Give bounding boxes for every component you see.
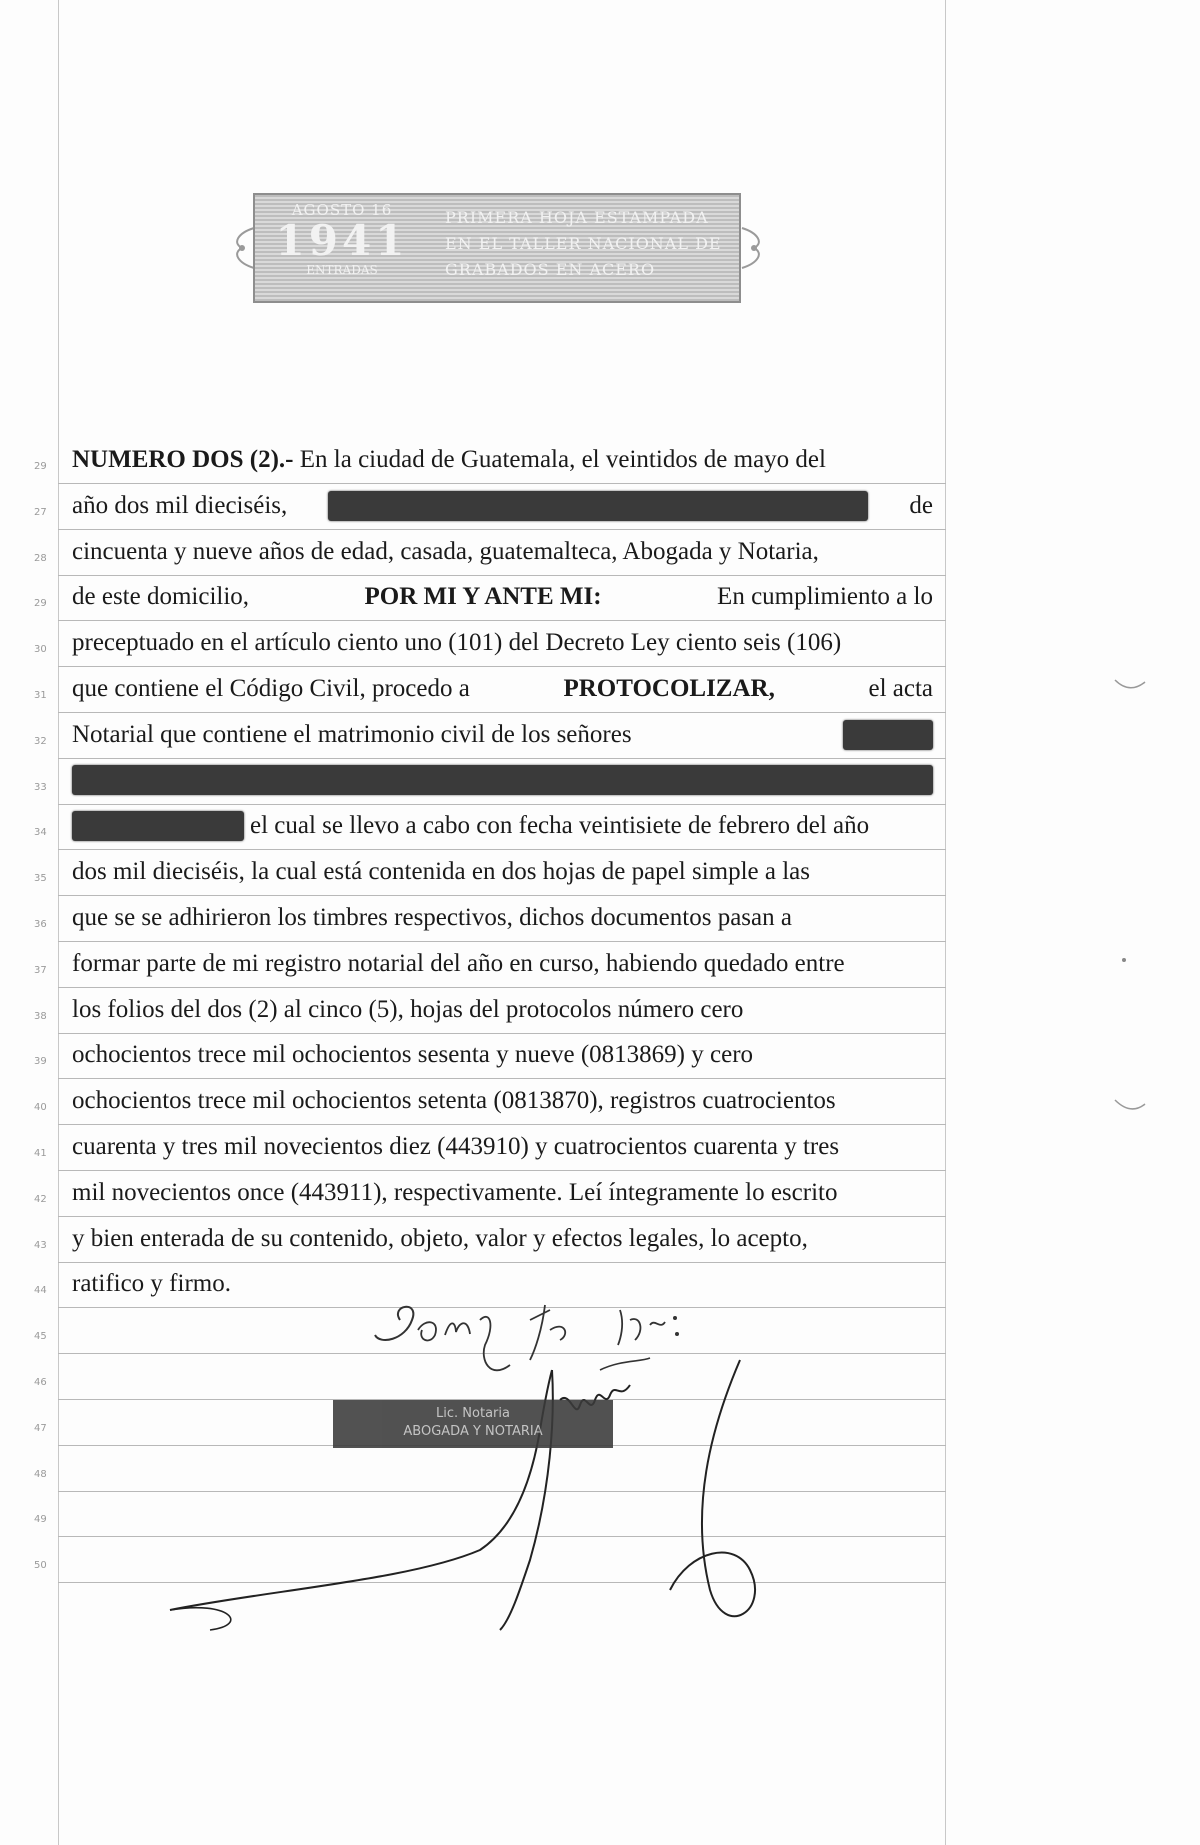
line-number: 32 [34, 736, 47, 747]
stamp-small-text: ENTRADAS [306, 263, 378, 277]
text-line [72, 758, 933, 804]
line-number: 35 [34, 873, 47, 884]
ornament-right-icon [740, 223, 768, 273]
line-number: 27 [34, 507, 47, 518]
text-segment: preceptuado en el artículo ciento uno (101) del Decreto Ley ciento seis (106) [72, 629, 842, 657]
handwritten-signature [150, 1290, 900, 1730]
text-segment: ochocientos trece mil ochocientos sesenta y nueve (0813869) y cero [72, 1041, 754, 1069]
line-number: 47 [34, 1423, 47, 1434]
line-number: 43 [34, 1240, 47, 1251]
line-number: 36 [34, 919, 47, 930]
line-number: 41 [34, 1148, 47, 1159]
text-line [72, 666, 933, 712]
text-line [72, 941, 933, 987]
redacted-name-block [72, 765, 933, 795]
protocolizar-keyword: PROTOCOLIZAR, [563, 674, 775, 702]
text-line [72, 895, 933, 941]
text-line [72, 1124, 933, 1170]
text-line [72, 987, 933, 1033]
official-paper-stamp [228, 193, 768, 303]
text-segment: cuarenta y tres mil novecientos diez (443910) y cuatrocientos cuarenta y tres [72, 1132, 840, 1160]
text-line [72, 620, 933, 666]
text-line [72, 1170, 933, 1216]
ornament-left-icon [228, 223, 256, 273]
text-segment: En la ciudad de Guatemala, el veintidos de mayo del [293, 446, 826, 473]
text-segment: el cual se llevo a cabo con fecha veintisiete de febrero del año [250, 812, 870, 840]
line-number: 30 [34, 644, 47, 655]
stamp-date-block [267, 201, 417, 277]
left-margin-line [58, 0, 59, 1845]
notary-name-stamp [333, 1400, 613, 1448]
line-number: 38 [34, 1011, 47, 1022]
line-number: 34 [34, 827, 47, 838]
text-segment: ochocientos trece mil ochocientos setenta (0813870), registros cuatrocientos [72, 1087, 836, 1115]
text-segment: En cumplimiento a lo [717, 583, 933, 611]
text-line [72, 1216, 933, 1262]
act-number: NUMERO DOS (2).- [72, 446, 294, 473]
text-segment: año dos mil dieciséis, [72, 491, 288, 519]
line-number: 50 [34, 1560, 47, 1571]
text-line [72, 437, 933, 483]
por-mi-y-ante-mi: POR MI Y ANTE MI: [364, 583, 602, 611]
notarial-act-text [72, 437, 933, 1307]
text-segment: mil novecientos once (443911), respectivamente. Leí íntegramente lo escrito [72, 1178, 838, 1206]
text-segment: y bien enterada de su contenido, objeto, valor y efectos legales, lo acepto, [72, 1224, 808, 1252]
stamp-text-line: PRIMERA HOJA ESTAMPADA [445, 208, 709, 227]
line-number: 33 [34, 782, 47, 793]
text-segment: formar parte de mi registro notarial del año en curso, habiendo quedado entre [72, 949, 845, 977]
line-number: 42 [34, 1194, 47, 1205]
line-number: 29 [34, 461, 47, 472]
right-margin-line [945, 0, 946, 1845]
line-number: 48 [34, 1469, 47, 1480]
text-line [72, 529, 933, 575]
stamp-text-line: GRABADOS EN ACERO [445, 260, 656, 279]
line-number: 28 [34, 553, 47, 564]
line-number: 39 [34, 1056, 47, 1067]
text-segment: cincuenta y nueve años de edad, casada, guatemalteca, Abogada y Notaria, [72, 537, 819, 565]
text-segment: que se se adhirieron los timbres respectivos, dichos documentos pasan a [72, 903, 792, 931]
redacted-name-block [72, 811, 244, 841]
text-segment: el acta [868, 674, 933, 702]
scan-artifacts [1110, 660, 1150, 1120]
line-number: 45 [34, 1331, 47, 1342]
line-number: 40 [34, 1102, 47, 1113]
text-segment: ratifico y firmo. [72, 1270, 231, 1298]
stamp-date: AGOSTO 16 [291, 201, 393, 219]
text-segment: los folios del dos (2) al cinco (5), hojas del protocolos número cero [72, 995, 744, 1023]
text-line [72, 574, 933, 620]
stamp-year: 1941 [275, 216, 409, 265]
text-line [72, 1078, 933, 1124]
stamp-text-line: EN EL TALLER NACIONAL DE [445, 234, 722, 253]
line-number: 31 [34, 690, 47, 701]
redacted-name-block [328, 491, 868, 521]
text-segment: que contiene el Código Civil, procedo a [72, 674, 470, 702]
text-segment: de este domicilio, [72, 583, 250, 611]
text-line [72, 803, 933, 849]
stamp-text-block [445, 205, 735, 283]
notary-title: ABOGADA Y NOTARIA [403, 1424, 543, 1439]
text-line [72, 712, 933, 758]
redacted-name-block [843, 720, 933, 750]
line-number: 46 [34, 1377, 47, 1388]
line-number: 37 [34, 965, 47, 976]
notary-name: Lic. Notaria [436, 1406, 510, 1421]
text-segment: Notarial que contiene el matrimonio civil de los señores [72, 720, 632, 748]
stamp-box [253, 193, 741, 303]
text-segment: de [909, 491, 933, 519]
line-number: 49 [34, 1514, 47, 1525]
line-number: 44 [34, 1285, 47, 1296]
line-number: 29 [34, 598, 47, 609]
text-line [72, 483, 933, 529]
text-segment: dos mil dieciséis, la cual está contenida en dos hojas de papel simple a las [72, 858, 810, 886]
text-line [72, 849, 933, 895]
text-line [72, 1032, 933, 1078]
